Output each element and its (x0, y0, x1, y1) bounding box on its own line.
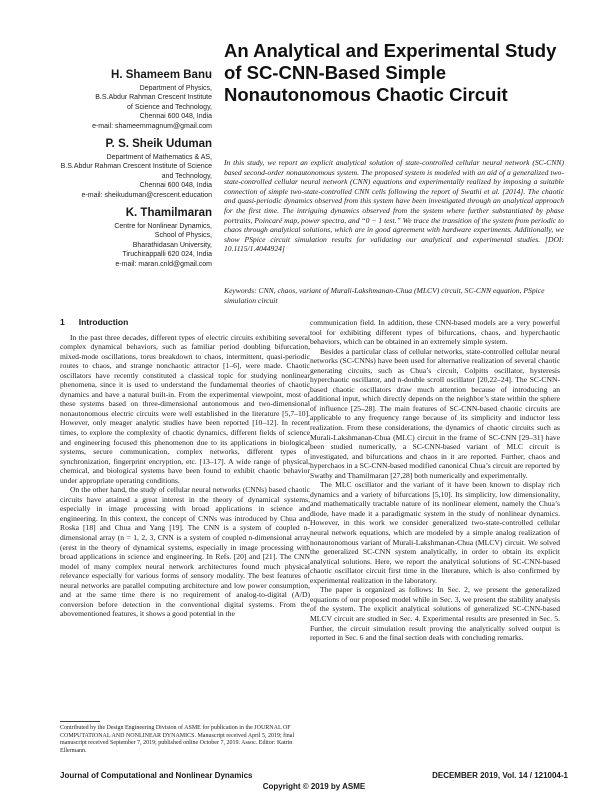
keywords: Keywords: CNN, chaos, variant of Murali-Lakshmanan-Chua (MLCV) circuit, SC-CNN equation, PSpice simulation circuit (224, 286, 545, 305)
author-block (52, 68, 212, 275)
author-affiliation: Tiruchirappalli 620 024, India (122, 251, 212, 259)
paper-title: An Analytical and Experimental Study of SC-CNN-Based Simple Nonautonomous Chaotic Circuit (224, 40, 557, 105)
author-affiliation: and Technology, (161, 172, 212, 180)
body-paragraph: In the past three decades, different types of electric circuits exhibiting several complex dynamical behaviors, such as familiar period doubling bifurcation, mixed-mode oscillations, torus breakdown to chaos, intermittent, quasi-periodic routes to chaos, and strange nonchaotic attractor [1–6], were made. Chaotic oscillators have recently constituted a classical topic for studying nonlinear phenomena, since it is used to understand the fundamental theories of chaotic dynamics and have a natural built-in. From the experimental viewpoint, most of these systems based on three-dimensional autonomous and two-dimensional nonautonomous electric circuits were well established in the literature [5,7–10]. However, only meager analytic studies have been reported [10–12]. In recent times, to explore the complexity of chaotic dynamics, different fields of science and engineering focused this phenomenon due to its applications in biological systems, secure communication, complex networks, different types of synchronization, fingerprint encryption, etc. [13–17]. A wide range of physical, chemical, and biological systems have been found to exhibit chaotic behavior under appropriate operating conditions. (60, 332, 310, 485)
author-affiliation: Department of Physics, (139, 85, 212, 92)
author-1 (52, 68, 212, 131)
footnote-divider (60, 721, 100, 722)
body-paragraph: The MLC oscillator and the variant of it have been known to display rich dynamics and a variety of bifurcations [5,10]. Its simplicity, low dimensionality, and mathematically tractable nature of its nonlinear element, namely the Chua’s diode, have made it a paradigmatic system in the study of nonlinear dynamics. However, in this work we consider generalized two-state-controlled cellular neural network equations, which are modeled by a simple analog realization of nonautonomous variant of Murali-Lakshmanan-Chua (MLCV) circuit. We solved the generalized SC-CNN system analytically, in order to obtain its explicit analytical solutions. Here, we report the analytical solutions of SC-CNN-based chaotic oscillator circuit first time in the literature, which is also confirmed by experimental realization in the laboratory. (310, 480, 560, 585)
body-paragraph: Besides a particular class of cellular networks, state-controlled cellular neural networks (SC-CNNs) have been used for alternative realization of several chaotic generating circuits, such as Chua’s circuit, Colpitts oscillator, hysteresis hyperchaotic oscillator, and n-double scroll oscillator [20,22–24]. The SC-CNN-based chaotic oscillators draw much attention because of introducing an additional input, which directly depends on the neighbor’s state within the sphere of influence [25–28]. The main features of SC-CNN-based chaotic circuits are applicable to any frequency range because of its simplicity and inductor less realization. From these considerations, the dynamics of chaotic circuits such as Murali-Lakshmanan-Chua (MLC) circuit in the frame of SC-CNN [29–31] have been studied numerically, a SC-CNN-based variant of MLC circuit is investigated, and bifurcations and chaos in it are reported. Further, chaos and hyperchaos in a SC-CNN-based modified canonical Chua’s circuit are reported by Swathy and Thamilmaran [27,28] both numerically and experimentally. (310, 346, 560, 480)
left-column (60, 318, 310, 619)
author-affiliation: Bharathidasan University, (132, 241, 212, 249)
footnote: Contributed by the Design Engineering Division of ASME for publication in the JOURNAL OF COMPUTATIONAL AND NONLINEAR DYNAMICS. Manuscript received April 5, 2019; final manuscript received September 7, 2019; published online October 7, 2019. Assoc. Editor: Katrin Ellermann. (60, 725, 295, 754)
body-paragraph: The paper is organized as follows: In Sec. 2, we present the generalized equations of our proposed model while in Sec. 3, we present the stability analysis of the system. The explicit analytical solutions of generalized SC-CNN-based MLCV circuit are studied in Sec. 4. Experimental results are presented in Sec. 5. Further, the circuit simulation result proving the analytically solved output is reported in Sec. 6 and the final section deals with concluding remarks. (310, 585, 560, 643)
copyright-notice: Copyright © 2019 by ASME (262, 782, 366, 791)
issue-info: DECEMBER 2019, Vol. 14 / 121004-1 (432, 771, 568, 780)
author-name: K. Thamilmaran (125, 207, 212, 220)
author-affiliation: Department of Mathematics & AS, (106, 154, 212, 162)
author-affiliation: Centre for Nonlinear Dynamics, (114, 223, 212, 231)
section-number: 1 (60, 317, 65, 327)
right-column (310, 318, 560, 643)
author-email: e-mail: sheikuduman@crescent.education (81, 191, 212, 199)
author-affiliation: School of Physics, (154, 232, 212, 240)
body-paragraph: communication field. In addition, these CNN-based models are a very powerful tool for exhibiting different types of bifurcations, chaos, and hyperchaotic behaviors, which can be obtained in an extremely simple system. (310, 318, 560, 347)
author-affiliation: B.S.Abdur Rahman Crescent Institute (95, 94, 212, 102)
section-heading (60, 318, 310, 328)
journal-name: Journal of Computational and Nonlinear Dynamics (60, 771, 253, 780)
author-name: P. S. Sheik Uduman (105, 138, 212, 151)
abstract: In this study, we report an explicit analytical solution of state-controlled cellular neural network (SC-CNN) based second-order nonautonomous system. The proposed system is modeled with an aid of a generalized two-state-controlled cellular neural network (CNN) equations and experimentally realized by imposing a suitable connection of simple two-state-controlled CNN cells following the report of Swathi et al. [2014]. The chaotic and quasi-periodic dynamics observed from this system have been investigated through an analytical approach for the first time. The intriguing dynamics observed from the system where further substantiated by phase portraits, Poincaré map, power spectra, and “0 − 1 test.” We trace the transition of the system from periodic to chaos through analytical solutions, which are in good agreement with hardware experiments. Additionally, we show PSpice circuit simulation results for validating our analytical and experimental studies. [DOI: 10.1115/1.4044924] (224, 158, 564, 254)
author-affiliation: of Science and Technology, (127, 103, 212, 111)
author-affiliation: Chennai 600 048, India (139, 113, 212, 121)
author-affiliation: Chennai 600 048, India (139, 182, 212, 190)
body-paragraph: On the other hand, the study of cellular neural networks (CNNs) based chaotic circuits have attained a great interest in the theory of dynamical systems, especially in image processing with broad applications in science and engineering. In this context, the concept of CNNs was introduced by Chua and Roska [18] and Chua and Yang [19]. The CNN is a system of coupled n-dimensional array (n = 1, 2, 3, CNN is a system of coupled n-dimensional array (erest in the theory of dynamical systems, especially in image processing with broad applications in science and engineering. In Refs. [20] and [21]. The CNN model of many complex neural network architectures found much physical relevance especially for various forms of sensory modality. The best features of neural networks are parallel computing architecture and low power consumption, and at the same time there is no requirement of analog-to-digital (A/D) conversion before detection in the conventional digital systems. From the abovementioned features, it shows a good potential in the (60, 485, 310, 619)
author-email: e-mail: maran.cnld@gmail.com (115, 260, 212, 268)
author-name: H. Shameem Banu (111, 69, 212, 81)
author-2 (52, 137, 212, 200)
section-title: Introduction (78, 317, 129, 327)
author-3 (52, 206, 212, 269)
author-email: e-mail: shameemmagnum@gmail.com (92, 122, 212, 130)
author-affiliation: B.S.Abdur Rahman Crescent Institute of Science (60, 163, 212, 171)
